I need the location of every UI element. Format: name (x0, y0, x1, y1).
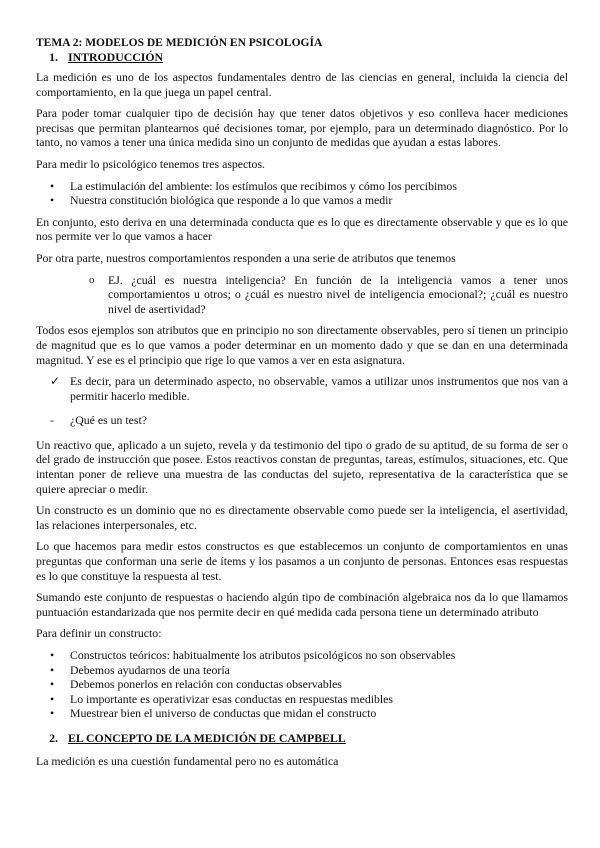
list-item: o EJ. ¿cuál es nuestra inteligencia? En función de la inteligencia vamos a tener unos comportamientos u otros; o ¿cuál es nuestro nivel de inteligencia emocional?; ¿cuál es nuestro nivel de asertividad? (89, 272, 568, 316)
list-item: • Nuestra constitución biológica que responde a lo que vamos a medir (50, 193, 393, 208)
bullet-list (36, 648, 568, 721)
list-item: • Debemos ayudarnos de una teoría (50, 662, 230, 677)
section-title: EL CONCEPTO DE LA MEDICIÓN DE CAMPBELL (68, 730, 346, 745)
paragraph: Para definir un constructo: (36, 626, 162, 641)
paragraph: La medición es uno de los aspectos fundamentales dentro de las ciencias en general, incluida la ciencia del comportamiento, en la que juega un papel central. (36, 70, 568, 99)
list-item: • Constructos teóricos: habitualmente los atributos psicológicos no son observables (50, 648, 456, 662)
bullet-icon: • (50, 648, 55, 662)
bullet-icon: • (50, 706, 55, 721)
paragraph: En conjunto, esto deriva en una determinada conducta que es lo que es directamente observable y que es lo que nos permite ver lo que vamos a hacer (36, 214, 568, 244)
bullet-list (36, 179, 568, 208)
paragraph: Un reactivo que, aplicado a un sujeto, revela y da testimonio del tipo o grado de su aptitud, de su forma de ser o del grado de instrucción que posee. Estos reactivos constan de preguntas, tareas, estímulos, situaciones, etc. Que intentan poner de relieve una muestra de las conductas del sujeto, representativa de la característica que se quiere apreciar o medir. (36, 437, 568, 496)
paragraph: La medición es una cuestión fundamental pero no es automática (36, 753, 339, 768)
section-heading-2 (36, 731, 568, 745)
bullet-icon: • (50, 677, 55, 692)
dash-list (36, 413, 568, 428)
dash-icon: - (50, 413, 54, 428)
bullet-icon: • (50, 178, 55, 193)
section-number: 2. (49, 730, 58, 745)
list-item: ✓ Es decir, para un determinado aspecto, no observable, vamos a utilizar unos instrumentos que nos van a permitir hacerlo medible. (50, 374, 568, 403)
list-item: • Lo importante es operativizar esas conductas en respuestas medibles (50, 691, 393, 706)
bullet-icon: • (50, 193, 55, 208)
circle-bullet-icon: o (89, 273, 95, 286)
sub-bullet-list (36, 273, 568, 317)
paragraph: Por otra parte, nuestros comportamientos responden a una serie de atributos que tenemos (36, 250, 456, 265)
document-page (36, 36, 568, 776)
section-title: INTRODUCCIÓN (68, 50, 164, 64)
bullet-icon: • (50, 691, 55, 706)
paragraph: Un constructo es un dominio que no es directamente observable como puede ser la inteligencia, el asertividad, las relaciones interpersonales, etc. (36, 503, 568, 532)
checkmark-icon: ✓ (50, 374, 61, 389)
bullet-icon: • (50, 662, 55, 677)
paragraph: Para poder tomar cualquier tipo de decisión hay que tener datos objetivos y eso conlleva hacer mediciones precisas que permitan plantearnos qué decisiones tomar, por ejemplo, para un determinado diagnóstico. Por lo tanto, no vamos a tener una única medida sino un conjunto de medidas que ayudan a estas labores. (36, 106, 568, 150)
paragraph: Para medir lo psicológico tenemos tres aspectos. (36, 156, 265, 171)
paragraph: Todos esos ejemplos son atributos que en principio no son directamente observables, pero sí tienen un principio de magnitud que es lo que vamos a poder determinar en un momento dado y que se dan en una determinada magnitud. Y ese es el principio que rige lo que vamos a ver en esta asignatura. (36, 323, 568, 367)
section-heading-1 (36, 50, 568, 64)
list-item: • Muestrear bien el universo de conductas que midan el constructo (50, 706, 377, 721)
list-item: • La estimulación del ambiente: los estímulos que recibimos y cómo los percibimos (50, 178, 457, 193)
document-title: TEMA 2: MODELOS DE MEDICIÓN EN PSICOLOGÍA (36, 37, 323, 49)
paragraph: Lo que hacemos para medir estos constructos es que establecemos un conjunto de comportamientos en unas preguntas que conforman una serie de ítems y los pasamos a un conjunto de personas. Entonces esas respuestas es lo que constituye la respuesta al test. (36, 539, 568, 583)
list-item: - ¿Qué es un test? (50, 413, 147, 428)
section-number: 1. (49, 50, 58, 64)
list-item: • Debemos ponerlos en relación con conductas observables (50, 677, 342, 692)
paragraph: Sumando este conjunto de respuestas o haciendo algún tipo de combinación algebraica nos da lo que llamamos puntuación estandarizada que nos permite decir en qué medida cada persona tiene un determinado atributo (36, 590, 568, 619)
check-list (36, 374, 568, 403)
